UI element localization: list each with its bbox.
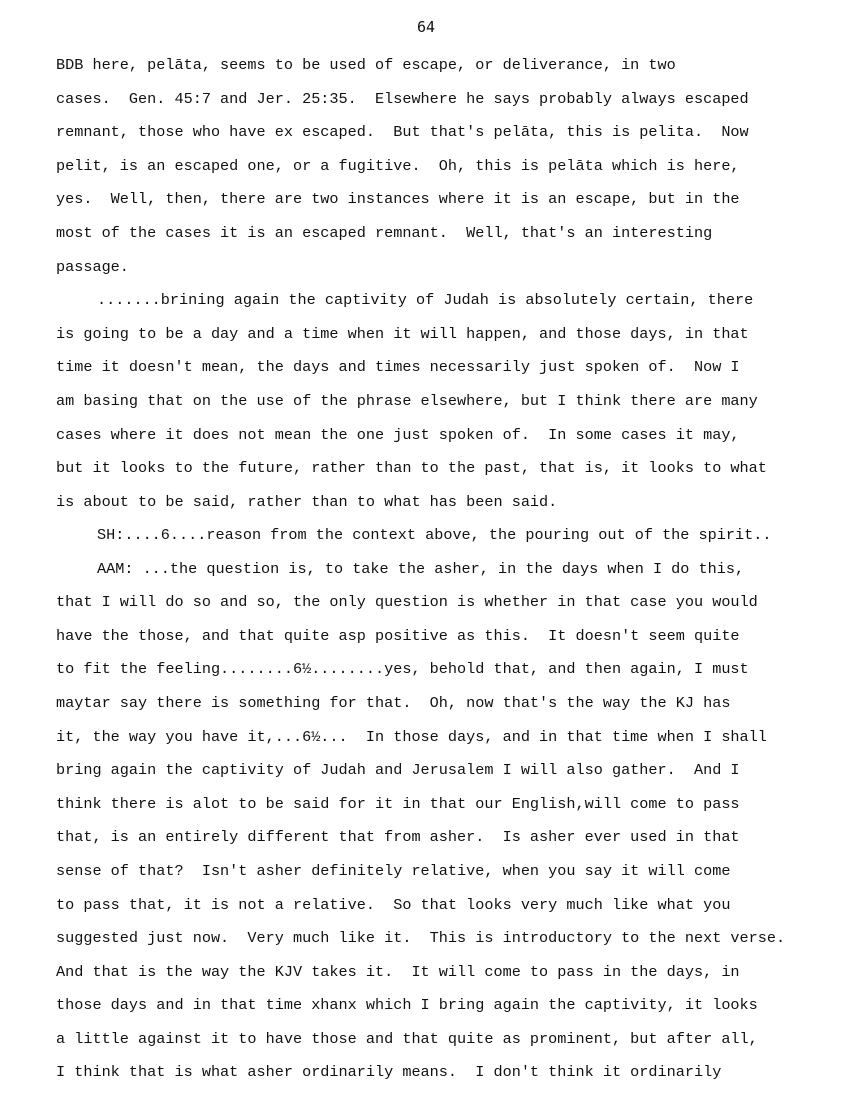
text-line: cases. Gen. 45:7 and Jer. 25:35. Elsewhere he says probably always escaped — [56, 90, 749, 108]
text-line: And that is the way the KJV takes it. It will come to pass in the days, in — [56, 963, 740, 981]
text-line: suggested just now. Very much like it. This is introductory to the next verse. — [56, 929, 786, 947]
text-line: that I will do so and so, the only question is whether in that case you would — [56, 593, 758, 611]
text-line: is about to be said, rather than to what has been said. — [56, 493, 558, 511]
text-line: a little against it to have those and that quite as prominent, but after all, — [56, 1030, 758, 1048]
text-line: that, is an entirely different that from asher. Is asher ever used in that — [56, 828, 740, 846]
text-line: SH:....6....reason from the context above, the pouring out of the spirit.. — [97, 526, 772, 544]
text-line: to fit the feeling........6½........yes, behold that, and then again, I must — [56, 660, 749, 678]
text-line: sense of that? Isn't asher definitely relative, when you say it will come — [56, 862, 731, 880]
text-line: am basing that on the use of the phrase elsewhere, but I think there are many — [56, 392, 758, 410]
text-line: AAM: ...the question is, to take the asher, in the days when I do this, — [97, 560, 745, 578]
text-line: most of the cases it is an escaped remnant. Well, that's an interesting — [56, 224, 713, 242]
text-line: is going to be a day and a time when it will happen, and those days, in that — [56, 325, 749, 343]
text-line: think there is alot to be said for it in that our English,will come to pass — [56, 795, 740, 813]
text-line: but it looks to the future, rather than to the past, that is, it looks to what — [56, 459, 767, 477]
text-line: passage. — [56, 258, 129, 276]
text-line: maytar say there is something for that. Oh, now that's the way the KJ has — [56, 694, 731, 712]
text-line: time it doesn't mean, the days and times necessarily just spoken of. Now I — [56, 358, 740, 376]
text-line: bring again the captivity of Judah and Jerusalem I will also gather. And I — [56, 761, 740, 779]
text-line: pelit, is an escaped one, or a fugitive. Oh, this is pelāta which is here, — [56, 157, 740, 175]
text-line: those days and in that time xhanx which I bring again the captivity, it looks — [56, 996, 758, 1014]
page-number: 64 — [416, 18, 436, 36]
text-line: to pass that, it is not a relative. So that looks very much like what you — [56, 896, 731, 914]
text-line: I think that is what asher ordinarily means. I don't think it ordinarily — [56, 1063, 722, 1081]
text-line: cases where it does not mean the one just spoken of. In some cases it may, — [56, 426, 740, 444]
text-line: .......brining again the captivity of Judah is absolutely certain, there — [97, 291, 754, 309]
text-line: it, the way you have it,...6½... In those days, and in that time when I shall — [56, 728, 767, 746]
text-line: remnant, those who have ex escaped. But that's pelāta, this is pelita. Now — [56, 123, 749, 141]
text-line: BDB here, pelāta, seems to be used of escape, or deliverance, in two — [56, 56, 676, 74]
text-line: have the those, and that quite asp positive as this. It doesn't seem quite — [56, 627, 740, 645]
text-line: yes. Well, then, there are two instances where it is an escape, but in the — [56, 190, 740, 208]
